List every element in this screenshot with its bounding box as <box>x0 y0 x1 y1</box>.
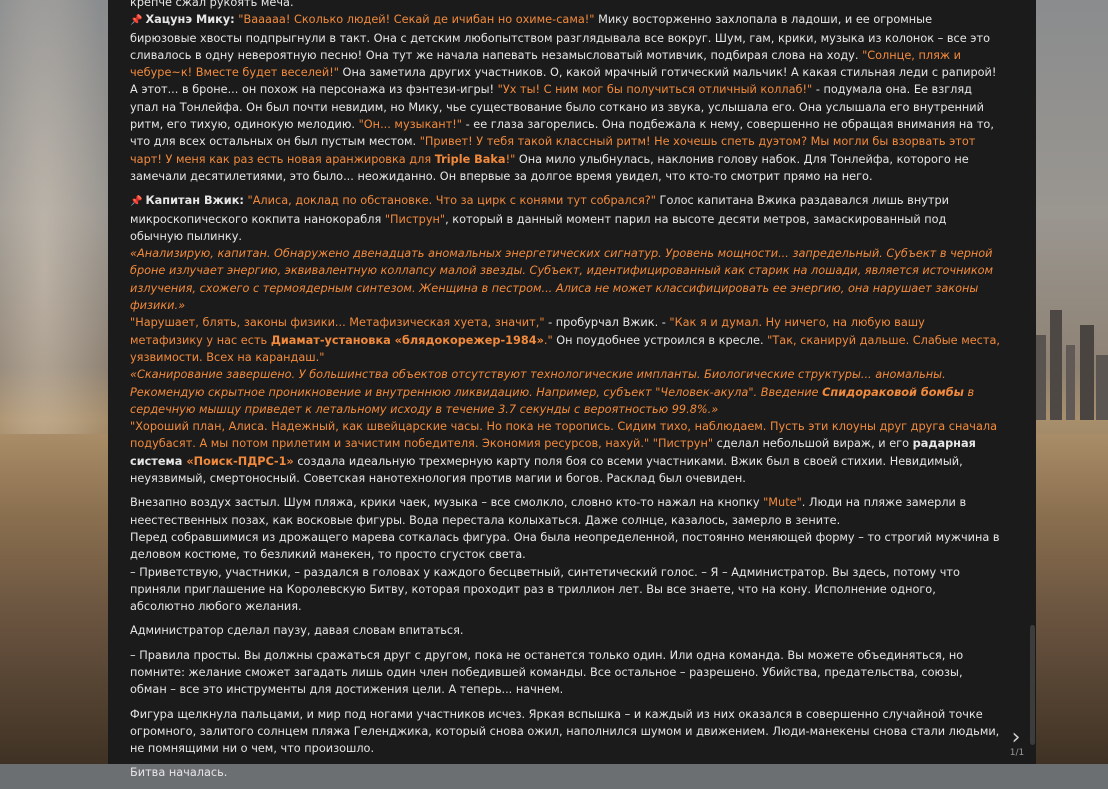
narration: Она мило улыбнулась, наклонив голову набок. Для Тонлейфа, которого не замечали десятилетиями, это было... неожиданно. Он впервые за долгое время увидел, что кто-то смотрит прямо на него. <box>130 152 969 183</box>
quote: "Ух ты! С ним мог бы получиться отличный коллаб!" <box>497 83 813 97</box>
scrollbar-thumb[interactable] <box>1030 625 1035 745</box>
narration: - подумала она. Ее взгляд упал на Тонлейфа. Он был почти невидим, но Мику, чье существование было соткано из звука, услышала его. Она услышала его внутренний ритм, его тихую, одинокую мелодию. <box>130 83 984 132</box>
paragraph-miku <box>130 11 1000 185</box>
pin-icon: 📌 <box>130 196 143 208</box>
scrollbar[interactable] <box>1028 0 1036 764</box>
quote: !" <box>505 152 516 166</box>
paragraph-rules: – Правила просты. Вы должны сражаться друг с другом, пока не останется только один. Или одна команда. Вы можете объединяться, но помните: желание сможет загадать лишь один член победившей команды. Все остальное – разрешено. Убийства, предательства, союзы, обман – все это инструменты для достижения цели. А теперь... начнем. <box>130 648 964 697</box>
quote: "Привет! У тебя такой классный ритм! Не хочешь спеть дуэтом? Мы могли бы взорвать этот чарт! У меня как раз есть новая аранжировка для <box>130 135 976 166</box>
narration: Внезапно воздух застыл. Шум пляжа, крики чаек, музыка – все смолкло, словно кто-то нажал на кнопку <box>130 496 764 510</box>
narration: - пробурчал Вжик. - <box>544 316 670 330</box>
quote-bold: Triple Baka <box>434 152 506 166</box>
quote-bold: «Поиск-ПДРС-1» <box>186 454 294 468</box>
narration: , который в данный момент парил на высоте десяти метров, замаскированный под обычную пылинку. <box>130 212 947 243</box>
quote: "Он... музыкант!" <box>358 118 463 132</box>
quote: "Нарушает, блять, законы физики... Метафизическая хуета, значит," <box>130 316 545 330</box>
ai-report: «Сканирование завершено. У большинства объектов отсутствуют технологические импланты. Биологические структуры... аномальны. Рекомендую скрытное проникновение и внутреннюю ликвидацию. Например, субъект "Человек-акула". Введение <box>130 368 946 399</box>
paragraph-battle-begins: Битва началась. <box>130 766 228 780</box>
narration-bold: радарная система <box>130 437 976 468</box>
quote: "Хороший план, Алиса. Надежный, как швейцарские часы. Но пока не торопись. Сидим тихо, наблюдаем. Пусть эти клоуны друг друга сначала подубасят. А мы потом прилетим и зачистим победителя. Экономия ресурсов, нахуй." <box>130 420 998 451</box>
ai-report: «Анализирую, капитан. Обнаружено двенадцать аномальных энергетических сигнатур. Уровень мощности... запредельный. Субъект в черной броне излучает энергию, эквивалентную коллапсу малой звезды. Субъект, идентифицированный как старик на лошади, является источником излучения, схожего с термоядерным синтезом. Женщина в пестром... Алиса не может классифицировать ее энергию, она нарушает законы физики.» <box>130 247 994 313</box>
quote: "Пиструн" <box>384 212 446 226</box>
quote-bold: Диамат-установка «блядокорежер-1984» <box>270 333 544 347</box>
narration: Перед собравшимися из дрожащего марева соткалась фигура. Она была неопределенной, постоянно меняющей форму – то строгий мужчина в деловом костюме, то безликий манекен, то просто сгусток света. <box>130 530 1000 562</box>
quote: "Mute" <box>763 496 802 510</box>
pin-icon: 📌 <box>130 15 143 27</box>
story-panel <box>108 0 1036 780</box>
quote: ." <box>543 333 553 347</box>
quote: "Вааааа! Сколько людей! Секай де ичибан но охиме-сама!" <box>238 13 595 27</box>
background-city-silhouette <box>1028 300 1108 420</box>
paragraph-vzhik <box>130 192 1000 487</box>
paragraph-admin <box>130 494 1000 615</box>
narration: Она заметила других участников. О, какой мрачный готический мальчик! А какая стильная леди с рапирой! А этот... в броне... он похож на персонажа из фэнтези-игры! <box>130 66 997 97</box>
quote: "Как я и думал. Ну ничего, на любую вашу метафизику у нас есть <box>130 316 925 347</box>
narration: Он поудобнее устроился в кресле. <box>552 333 768 347</box>
paragraph-pause: Администратор сделал паузу, давая словам впитаться. <box>130 624 464 638</box>
narration: сделал небольшой вираж, и его <box>713 437 913 451</box>
story-content <box>130 0 1000 789</box>
quote: "Так, сканируй дальше. Слабые места, уязвимости. Всех на карандаш." <box>130 333 1000 364</box>
narration: – Приветствую, участники, – раздался в головах у каждого бесцветный, синтетический голос. – Я – Администратор. Вы здесь, потому что приняли приглашение на Королевскую Битву, которая проходит раз в триллион лет. Вы все знаете, что на кону. Исполнение одного, абсолютно любого желания. <box>130 565 960 614</box>
quote: "Пиструн" <box>652 437 714 451</box>
ai-report: в сердечную мышцу приведет к летальному исходу в течение 3.7 секунды с вероятностью 99.8%.» <box>130 385 975 416</box>
speaker-miku: Хацунэ Мику: <box>145 13 235 27</box>
narration: Голос капитана Вжика раздавался лишь внутри микроскопического кокпита нанокорабля <box>130 194 949 226</box>
speaker-vzhik: Капитан Вжик: <box>145 194 244 208</box>
chevron-right-icon[interactable]: › <box>1011 725 1021 750</box>
quote: "Солнце, пляж и чебуре~к! Вместе будет веселей!" <box>130 48 961 80</box>
paragraph-snap: Фигура щелкнула пальцами, и мир под ногами участников исчез. Яркая вспышка – и каждый из них оказался в совершенно случайной точке огромного, залитого солнцем пляжа Геленджика, который снова ожил, наполнился шумом и движением. Люди-манекены снова стали людьми, не помнящими ни о чем, что произошло. <box>130 707 1000 756</box>
quote: "Алиса, доклад по обстановке. Что за цирк с конями тут собрался?" <box>247 194 656 208</box>
narration: Мику восторженно захлопала в ладоши, и ее огромные бирюзовые хвосты подпрыгнули в такт. Она с детским любопытством разглядывала все вокруг. Шум, гам, крики, музыка из колонок – все это сливалось в одну невероятную песню! Она тут же начала напевать незамысловатый мотивчик, подбирая слова на ходу. <box>130 13 990 62</box>
narration: . Люди на пляже замерли в неестественных позах, как восковые фигуры. Вода перестала колыхаться. Даже солнце, казалось, замерло в зените. <box>130 496 967 527</box>
narration: - ее глаза загорелись. Она подбежала к нему, совершенно не обращая внимания на то, что для всех остальных он был пустым местом. <box>130 118 994 149</box>
ai-report-bold: Спидораковой бомбы <box>822 385 964 399</box>
paragraph-intro: крепче сжал рукоять меча. <box>130 0 294 9</box>
narration: создала идеальную трехмерную карту поля боя со всеми участниками. Вжик был в своей стихии. Невидимый, неуязвимый, смертоносный. Советская нанотехнология против магии и богов. Расклад был очевиден. <box>130 454 963 486</box>
page-counter: 1/1 <box>1009 748 1025 758</box>
